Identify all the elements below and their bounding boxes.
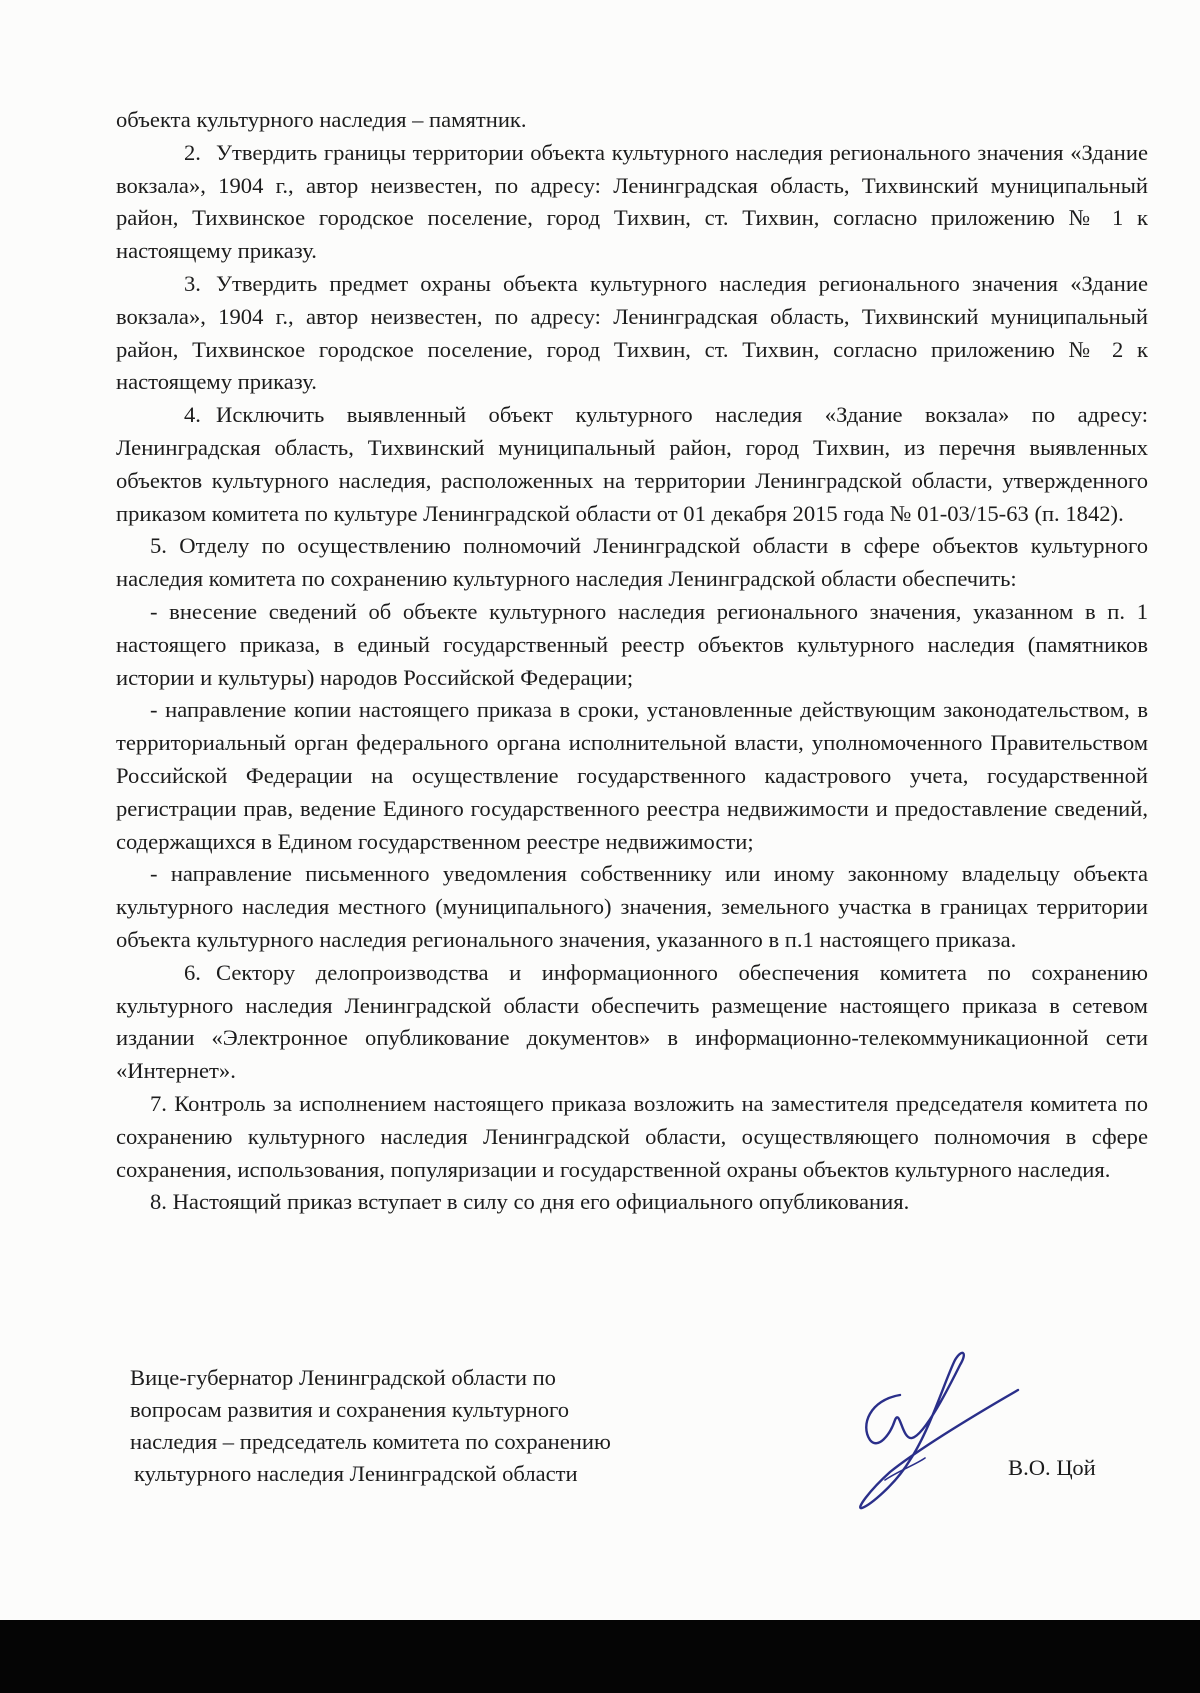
position-line: наследия – председатель комитета по сохранению xyxy=(130,1429,611,1454)
item-text: Утвердить предмет охраны объекта культурного наследия регионального значения «Здание вокзала», 1904 г., автор неизвестен, по адресу: Ленинградская область, Тихвинский муниципальный район, Тихвинское городское поселение, город Тихвин, ст. Тихвин, согласно приложению № 2 к настоящему приказу. xyxy=(116,270,1148,395)
document-body xyxy=(116,104,1148,1219)
signatory-position xyxy=(130,1362,770,1490)
position-line: вопросам развития и сохранения культурного xyxy=(130,1397,570,1422)
paragraph-item-6 xyxy=(116,957,1148,1088)
item-number: 4. xyxy=(184,402,201,428)
item-text: Утвердить границы территории объекта культурного наследия регионального значения «Здание вокзала», 1904 г., автор неизвестен, по адресу: Ленинградская область, Тихвинский муниципальный район, Тихвинское городское поселение, город Тихвин, ст. Тихвин, согласно приложению № 1 к настоящему приказу. xyxy=(116,139,1148,264)
paragraph-item-8: 8. Настоящий приказ вступает в силу со дня его официального опубликования. xyxy=(150,1189,910,1215)
item-number: 6. xyxy=(184,959,201,985)
handwritten-signature xyxy=(840,1340,1040,1520)
item-number: 2. xyxy=(184,139,201,165)
paragraph-bullet-registry: - внесение сведений об объекте культурного наследия регионального значения, указанном в п. 1 настоящего приказа, в единый государственный реестр объектов культурного наследия (памятников истории и культуры) народов Российской Федерации; xyxy=(116,598,1148,690)
paragraph-continuation: объекта культурного наследия – памятник. xyxy=(116,107,527,132)
paragraph-item-2 xyxy=(116,137,1148,268)
signer-name: В.О. Цой xyxy=(1008,1455,1096,1480)
paragraph-bullet-notice: - направление письменного уведомления собственнику или иному законному владельцу объекта культурного наследия местного (муниципального) значения, земельного участка в границах территории объекта культурного наследия регионального значения, указанного в п.1 настоящего приказа. xyxy=(116,861,1148,952)
paragraph-item-3 xyxy=(116,268,1148,399)
item-text: Сектору делопроизводства и информационного обеспечения комитета по сохранению культурного наследия Ленинградской области обеспечить размещение настоящего приказа в сетевом издании «Электронное опубликование документов» в информационно-телекоммуникационной сети «Интернет». xyxy=(116,959,1148,1084)
paragraph-item-5: 5. Отделу по осуществлению полномочий Ленинградской области в сфере объектов культурного наследия комитета по сохранению культурного наследия Ленинградской области обеспечить: xyxy=(116,533,1148,592)
paragraph-item-4 xyxy=(116,399,1148,530)
scan-border-bottom xyxy=(0,1620,1200,1693)
position-line: Вице-губернатор Ленинградской области по xyxy=(130,1365,556,1390)
paragraph-item-7: 7. Контроль за исполнением настоящего приказа возложить на заместителя председателя комитета по сохранению культурного наследия Ленинградской области, осуществляющего полномочия в сфере сохранения, использования, популяризации и государственной охраны объектов культурного наследия. xyxy=(116,1090,1148,1182)
position-line: культурного наследия Ленинградской области xyxy=(134,1461,578,1486)
item-number: 3. xyxy=(184,270,201,296)
paragraph-bullet-copy: - направление копии настоящего приказа в сроки, установленные действующим законодательством, в территориальный орган федерального органа исполнительной власти, уполномоченного Правительством Российской Федерации на осуществление государственного кадастрового учета, государственной регистрации прав, ведение Единого государственного реестра недвижимости и предоставление сведений, содержащихся в Едином государственном реестре недвижимости; xyxy=(116,697,1148,854)
item-text: Исключить выявленный объект культурного наследия «Здание вокзала» по адресу: Ленинградская область, Тихвинский муниципальный район, город Тихвин, из перечня выявленных объектов культурного наследия, расположенных на территории Ленинградской области, утвержденного приказом комитета по культуре Ленинградской области от 01 декабря 2015 года № 01-03/15-63 (п. 1842). xyxy=(116,402,1148,526)
